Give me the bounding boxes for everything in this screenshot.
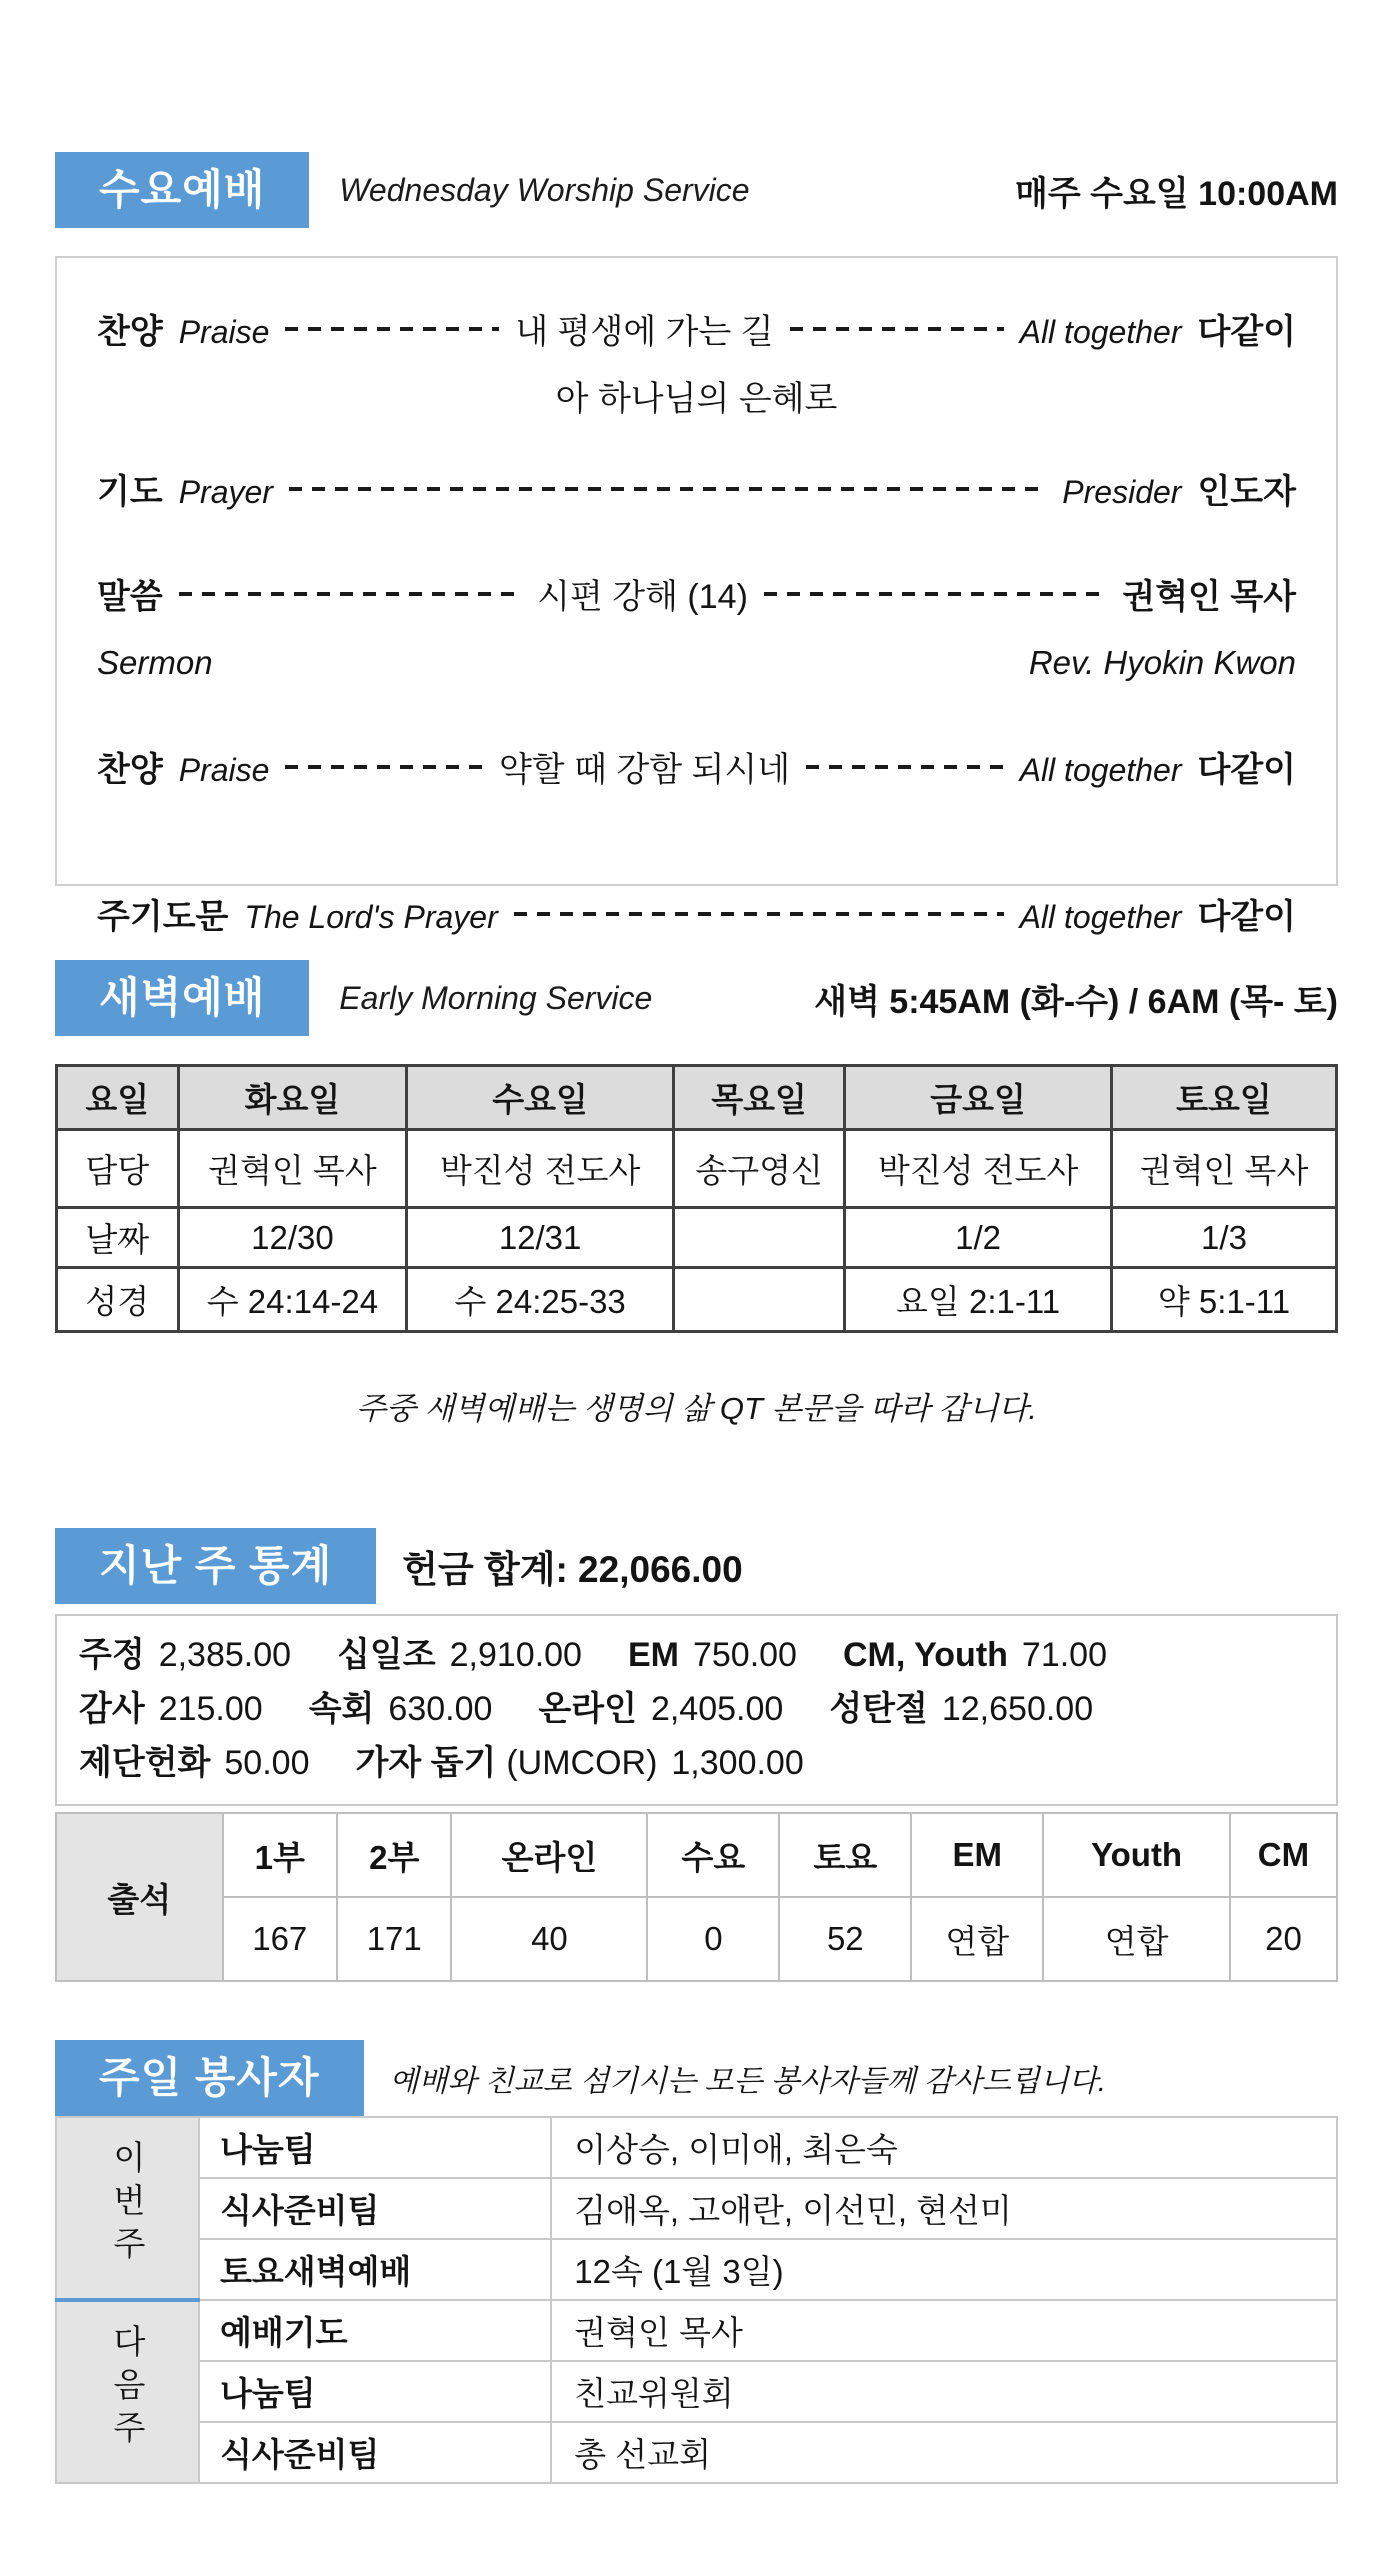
attendance-table	[55, 1812, 1338, 1982]
attendance-value-online: 40	[451, 1897, 647, 1981]
praise1-label-en: Praise	[178, 314, 270, 350]
offering-item	[309, 1682, 493, 1736]
sermon-by-ko: 권혁인 목사	[1122, 578, 1297, 616]
attendance-header-youth: Youth	[1043, 1813, 1230, 1897]
attendance-header-cm: CM	[1230, 1813, 1337, 1897]
dawn-scripture-wed: 수 24:25-33	[407, 1268, 674, 1332]
offering-item	[79, 1682, 263, 1736]
volunteer-row	[56, 2117, 1337, 2178]
offering-item	[337, 1628, 582, 1682]
volunteer-names: 김애옥, 고애란, 이선민, 현선미	[551, 2178, 1337, 2239]
volunteer-role: 예배기도	[199, 2300, 551, 2361]
wednesday-service-header	[55, 152, 1338, 228]
offering-line-1	[79, 1628, 1314, 1682]
dawn-staff-wed: 박진성 전도사	[407, 1130, 674, 1208]
dash-leader	[806, 765, 1004, 769]
offering-item	[829, 1682, 1093, 1736]
attendance-value-2bu: 171	[337, 1897, 451, 1981]
attendance-values-row	[56, 1897, 1337, 1981]
stats-header	[55, 1528, 1338, 1604]
sermon-title: 시편 강해 (14)	[537, 578, 748, 616]
attendance-value-em: 연합	[911, 1897, 1043, 1981]
order-line-sermon-en	[97, 644, 1296, 682]
prayer-by-en: Presider	[1062, 474, 1182, 510]
offering-amount: 1,300.00	[671, 1744, 804, 1782]
lords-prayer-by-en: All together	[1019, 899, 1182, 935]
offering-item	[79, 1736, 309, 1790]
praise2-by-ko: 다같이	[1197, 751, 1297, 789]
sermon-label-en: Sermon	[97, 644, 213, 681]
offering-label: 속회	[308, 1690, 375, 1728]
offering-item	[355, 1736, 803, 1790]
praise1-title: 내 평생에 가는 길	[515, 313, 774, 351]
praise2-label-ko: 찬양	[97, 751, 163, 789]
dawn-table-header-row	[57, 1066, 1337, 1130]
dawn-scripture-thu	[674, 1268, 845, 1332]
dawn-service-subtitle: Early Morning Service	[339, 979, 653, 1016]
offering-amount: 750.00	[692, 1636, 797, 1674]
praise2-by-en: All together	[1019, 752, 1182, 788]
volunteer-row	[56, 2300, 1337, 2361]
volunteer-role: 토요새벽예배	[199, 2239, 551, 2300]
offering-label: 주정	[79, 1636, 145, 1674]
volunteer-role: 나눔팀	[199, 2117, 551, 2178]
offering-amount: 2,385.00	[158, 1636, 292, 1674]
praise1-label-ko: 찬양	[97, 313, 163, 351]
attendance-value-wed: 0	[647, 1897, 779, 1981]
order-line-sermon	[97, 569, 1296, 618]
volunteers-next-week-label: 다음주	[109, 2323, 146, 2453]
volunteers-this-week-label: 이번주	[109, 2139, 146, 2269]
order-line-praise2	[97, 742, 1296, 791]
dawn-service-header	[55, 960, 1338, 1036]
dash-leader	[285, 765, 483, 769]
wednesday-service-time: 매주 수요일 10:00AM	[1015, 174, 1338, 213]
lords-prayer-label-ko: 주기도문	[97, 898, 229, 936]
dawn-scripture-label: 성경	[57, 1268, 179, 1332]
dawn-scripture-sat: 약 5:1-11	[1111, 1268, 1336, 1332]
stats-badge: 지난 주 통계	[55, 1528, 376, 1604]
lords-prayer-label-en: The Lord's Prayer	[244, 899, 498, 935]
dawn-header-sat: 토요일	[1111, 1066, 1336, 1130]
dawn-service-badge: 새벽예배	[55, 960, 309, 1036]
sermon-label-ko: 말씀	[97, 578, 163, 616]
dawn-header-tue: 화요일	[178, 1066, 407, 1130]
attendance-header-online: 온라인	[451, 1813, 647, 1897]
attendance-value-youth: 연합	[1043, 1897, 1230, 1981]
dawn-date-tue: 12/30	[178, 1208, 407, 1268]
offering-label: 제단헌화	[79, 1744, 211, 1782]
prayer-label-en: Prayer	[178, 474, 273, 510]
offering-label: 가자 돕기	[355, 1744, 497, 1782]
offering-amount: 50.00	[224, 1744, 310, 1782]
sermon-by-en: Rev. Hyokin Kwon	[1028, 644, 1296, 681]
offering-line-2	[79, 1682, 1314, 1736]
offering-label: 성탄절	[829, 1690, 928, 1728]
dawn-row-staff	[57, 1130, 1337, 1208]
attendance-header-2bu: 2부	[337, 1813, 451, 1897]
offering-amount: 215.00	[158, 1690, 263, 1728]
worship-order-box	[55, 256, 1338, 936]
dawn-row-date	[57, 1208, 1337, 1268]
order-line-prayer	[97, 464, 1296, 513]
offering-amount: 2,405.00	[650, 1690, 784, 1728]
offering-line-3	[79, 1736, 1314, 1790]
offering-label: 감사	[79, 1690, 145, 1728]
dawn-service-note: 주중 새벽예배는 생명의 삶 QT 본문을 따라 갑니다.	[356, 1391, 1037, 1426]
dawn-scripture-fri: 요일 2:1-11	[845, 1268, 1112, 1332]
offering-item	[843, 1628, 1107, 1682]
dawn-header-thu: 목요일	[674, 1066, 845, 1130]
dawn-date-thu	[674, 1208, 845, 1268]
dash-leader	[289, 487, 1046, 491]
volunteer-names: 총 선교회	[551, 2422, 1337, 2483]
lords-prayer-by-ko: 다같이	[1197, 898, 1296, 936]
attendance-header-wed: 수요	[647, 1813, 779, 1897]
offering-label: EM	[627, 1636, 679, 1674]
offering-amount: 2,910.00	[449, 1636, 582, 1674]
volunteers-note: 예배와 친교로 섬기시는 모든 봉사자들께 감사드립니다.	[389, 2065, 1107, 2098]
attendance-value-sat: 52	[779, 1897, 911, 1981]
dawn-service-table	[55, 1064, 1338, 1333]
offering-details-box	[55, 1614, 1338, 1806]
volunteer-role: 나눔팀	[199, 2361, 551, 2422]
volunteers-next-week-cell	[56, 2300, 199, 2483]
volunteer-names: 친교위원회	[551, 2361, 1337, 2422]
volunteer-role: 식사준비팀	[199, 2178, 551, 2239]
volunteer-role: 식사준비팀	[199, 2422, 551, 2483]
dawn-date-sat: 1/3	[1111, 1208, 1336, 1268]
order-line-lords-prayer	[97, 889, 1296, 938]
volunteers-this-week-cell	[56, 2117, 199, 2300]
offering-item	[79, 1628, 291, 1682]
dawn-date-fri: 1/2	[845, 1208, 1112, 1268]
attendance-header-sat: 토요	[779, 1813, 911, 1897]
dawn-date-wed: 12/31	[407, 1208, 674, 1268]
volunteer-row	[56, 2178, 1337, 2239]
offering-amount: 71.00	[1021, 1636, 1107, 1674]
offering-total: 헌금 합계: 22,066.00	[402, 1549, 743, 1590]
dawn-staff-tue: 권혁인 목사	[178, 1130, 407, 1208]
attendance-value-cm: 20	[1230, 1897, 1337, 1981]
dawn-date-label: 날짜	[57, 1208, 179, 1268]
volunteers-header	[55, 2040, 1338, 2116]
offering-label: 십일조	[337, 1636, 436, 1674]
dawn-staff-label: 담당	[57, 1130, 179, 1208]
dash-leader	[790, 327, 1004, 331]
offering-amount: 630.00	[388, 1690, 493, 1728]
dawn-scripture-tue: 수 24:14-24	[178, 1268, 407, 1332]
volunteers-table	[55, 2116, 1338, 2484]
offering-item	[628, 1628, 797, 1682]
dawn-row-scripture	[57, 1268, 1337, 1332]
dawn-staff-thu: 송구영신	[674, 1130, 845, 1208]
volunteer-names: 권혁인 목사	[551, 2300, 1337, 2361]
dawn-staff-sat: 권혁인 목사	[1111, 1130, 1336, 1208]
praise2-title: 약할 때 강함 되시네	[498, 751, 791, 789]
prayer-label-ko: 기도	[97, 473, 163, 511]
dawn-staff-fri: 박진성 전도사	[845, 1130, 1112, 1208]
order-line-praise1	[97, 304, 1296, 353]
praise1-second-song: 아 하나님의 은혜로	[555, 380, 838, 418]
offering-label-sub: (UMCOR)	[506, 1744, 658, 1782]
attendance-header-1bu: 1부	[223, 1813, 337, 1897]
dash-leader	[179, 592, 521, 596]
volunteers-badge: 주일 봉사자	[55, 2040, 364, 2116]
volunteer-row	[56, 2422, 1337, 2483]
praise1-by-ko: 다같이	[1197, 313, 1297, 351]
attendance-header-row	[56, 1813, 1337, 1897]
attendance-label: 출석	[56, 1813, 223, 1981]
dawn-service-time: 새벽 5:45AM (화-수) / 6AM (목- 토)	[814, 982, 1338, 1021]
offering-amount: 12,650.00	[941, 1690, 1094, 1728]
dash-leader	[514, 912, 1004, 916]
dash-leader	[764, 592, 1106, 596]
wednesday-service-subtitle: Wednesday Worship Service	[339, 171, 750, 208]
volunteer-names: 12속 (1월 3일)	[551, 2239, 1337, 2300]
volunteer-row	[56, 2239, 1337, 2300]
dawn-header-fri: 금요일	[845, 1066, 1112, 1130]
volunteer-row	[56, 2361, 1337, 2422]
dawn-header-wed: 수요일	[407, 1066, 674, 1130]
wednesday-service-badge: 수요예배	[55, 152, 309, 228]
attendance-header-em: EM	[911, 1813, 1043, 1897]
attendance-value-1bu: 167	[223, 1897, 337, 1981]
offering-item	[538, 1682, 783, 1736]
offering-label: 온라인	[538, 1690, 637, 1728]
praise2-label-en: Praise	[178, 752, 270, 788]
volunteer-names: 이상승, 이미애, 최은숙	[551, 2117, 1337, 2178]
offering-label: CM, Youth	[842, 1636, 1008, 1674]
prayer-by-ko: 인도자	[1197, 473, 1296, 511]
dash-leader	[285, 327, 499, 331]
praise1-by-en: All together	[1019, 314, 1182, 350]
dawn-header-day: 요일	[57, 1066, 179, 1130]
